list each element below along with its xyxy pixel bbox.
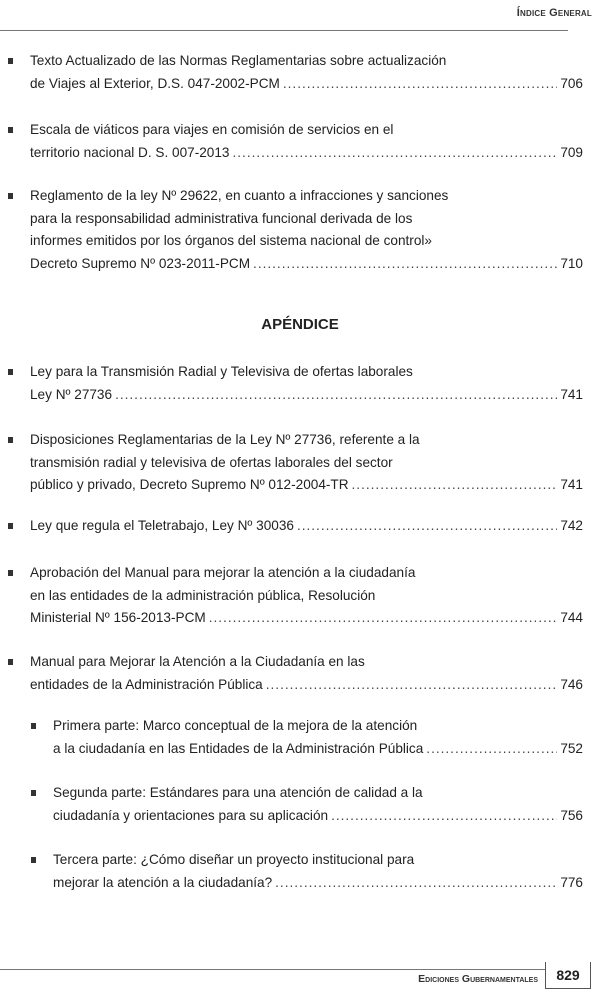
footer-publisher: Ediciones Gubernamentales <box>418 973 538 985</box>
entry-title-end: territorio nacional D. S. 007-2013 <box>30 144 230 160</box>
dot-leader <box>209 607 558 630</box>
dot-leader <box>331 805 557 828</box>
entry-text-line: en las entidades de la administración pública, Resolución <box>30 587 376 603</box>
page-number: 829 <box>545 962 591 989</box>
entry-last-line <box>30 142 583 165</box>
entry-page-number: 756 <box>560 807 583 823</box>
entry-page-number: 744 <box>560 610 583 626</box>
entry-last-line <box>30 674 583 697</box>
entry-page-number: 741 <box>560 477 583 493</box>
running-header: Índice General <box>516 7 592 19</box>
toc-entry[interactable] <box>30 651 583 696</box>
entry-text-line: informes emitidos por los órganos del sistema nacional de control» <box>30 233 432 249</box>
bullet-icon <box>31 723 36 729</box>
entry-text-line: Tercera parte: ¿Cómo diseñar un proyecto institucional para <box>53 852 415 867</box>
entry-text-line: Texto Actualizado de las Normas Reglamentarias sobre actualización <box>30 53 447 68</box>
bullet-icon <box>8 369 13 375</box>
entry-title-end: público y privado, Decreto Supremo Nº 012-2004-TR <box>30 477 349 493</box>
toc-entry[interactable] <box>53 715 583 760</box>
bullet-icon <box>31 790 36 796</box>
bullet-icon <box>8 437 13 443</box>
entry-text-line: Primera parte: Marco conceptual de la mejora de la atención <box>53 718 418 733</box>
entry-text-line: Disposiciones Reglamentarias de la Ley Nº 27736, referente a la <box>30 432 420 447</box>
entry-page-number: 741 <box>560 386 583 402</box>
dot-leader <box>266 674 558 697</box>
dot-leader <box>233 142 558 165</box>
entry-title-end: Ley Nº 27736 <box>30 386 113 402</box>
toc-entry[interactable] <box>30 50 583 95</box>
toc-entry[interactable] <box>30 562 583 630</box>
toc-entry[interactable] <box>30 429 583 497</box>
bullet-icon <box>8 127 13 133</box>
entry-last-line <box>30 73 583 96</box>
entry-last-line <box>30 607 583 630</box>
entry-text-line: Segunda parte: Estándares para una atención de calidad a la <box>53 785 423 800</box>
toc-entry[interactable] <box>30 185 583 275</box>
entry-text-line: Reglamento de la ley Nº 29622, en cuanto a infracciones y sanciones <box>30 188 449 203</box>
entry-last-line <box>53 872 583 895</box>
entry-title-end: a la ciudadanía en las Entidades de la Administración Pública <box>53 740 424 756</box>
entry-last-line <box>30 384 583 407</box>
entry-page-number: 709 <box>560 144 583 160</box>
bullet-icon <box>8 570 13 576</box>
entry-text-line: transmisión radial y televisiva de ofertas laborales del sector <box>30 454 393 470</box>
entry-last-line <box>30 515 583 538</box>
entry-text-line: Aprobación del Manual para mejorar la atención a la ciudadanía <box>30 565 416 580</box>
entry-text-line: Ley para la Transmisión Radial y Televisiva de ofertas laborales <box>30 364 413 379</box>
entry-last-line <box>53 738 583 761</box>
toc-entry[interactable] <box>30 515 583 538</box>
entry-last-line <box>53 805 583 828</box>
entry-page-number: 706 <box>560 75 583 91</box>
toc-entry[interactable] <box>53 849 583 894</box>
entry-last-line <box>30 253 583 276</box>
entry-text-line: para la responsabilidad administrativa funcional derivada de los <box>30 210 413 226</box>
entry-last-line <box>30 474 583 497</box>
dot-leader <box>352 474 558 497</box>
dot-leader <box>115 384 557 407</box>
entry-page-number: 710 <box>560 255 583 271</box>
toc-entry[interactable] <box>30 361 583 406</box>
entry-page-number: 776 <box>560 874 583 890</box>
footer-rule <box>0 969 545 970</box>
entry-title-end: Ley que regula el Teletrabajo, Ley Nº 30036 <box>30 518 294 533</box>
bullet-icon <box>8 659 13 665</box>
bullet-icon <box>8 523 13 529</box>
dot-leader <box>297 515 557 538</box>
entry-text-line: Escala de viáticos para viajes en comisión de servicios en el <box>30 122 394 137</box>
dot-leader <box>275 872 557 895</box>
section-title: APÉNDICE <box>261 316 339 333</box>
entry-title-end: Decreto Supremo Nº 023-2011-PCM <box>30 255 251 271</box>
dot-leader <box>253 253 557 276</box>
entry-page-number: 742 <box>560 518 583 533</box>
bullet-icon <box>8 58 13 64</box>
entry-title-end: mejorar la atención a la ciudadanía? <box>53 874 273 890</box>
entry-page-number: 752 <box>560 740 583 756</box>
bullet-icon <box>31 857 36 863</box>
entry-title-end: ciudadanía y orientaciones para su aplicación <box>53 807 329 823</box>
header-rule <box>0 30 568 31</box>
toc-entry[interactable] <box>30 119 583 164</box>
entry-title-end: Ministerial Nº 156-2013-PCM <box>30 610 206 626</box>
dot-leader <box>283 73 557 96</box>
entry-title-end: de Viajes al Exterior, D.S. 047-2002-PCM <box>30 75 280 91</box>
entry-text-line: Manual para Mejorar la Atención a la Ciudadanía en las <box>30 654 365 669</box>
entry-page-number: 746 <box>560 676 583 692</box>
dot-leader <box>426 738 557 761</box>
toc-entry[interactable] <box>53 782 583 827</box>
bullet-icon <box>8 193 13 199</box>
entry-title-end: entidades de la Administración Pública <box>30 676 263 692</box>
